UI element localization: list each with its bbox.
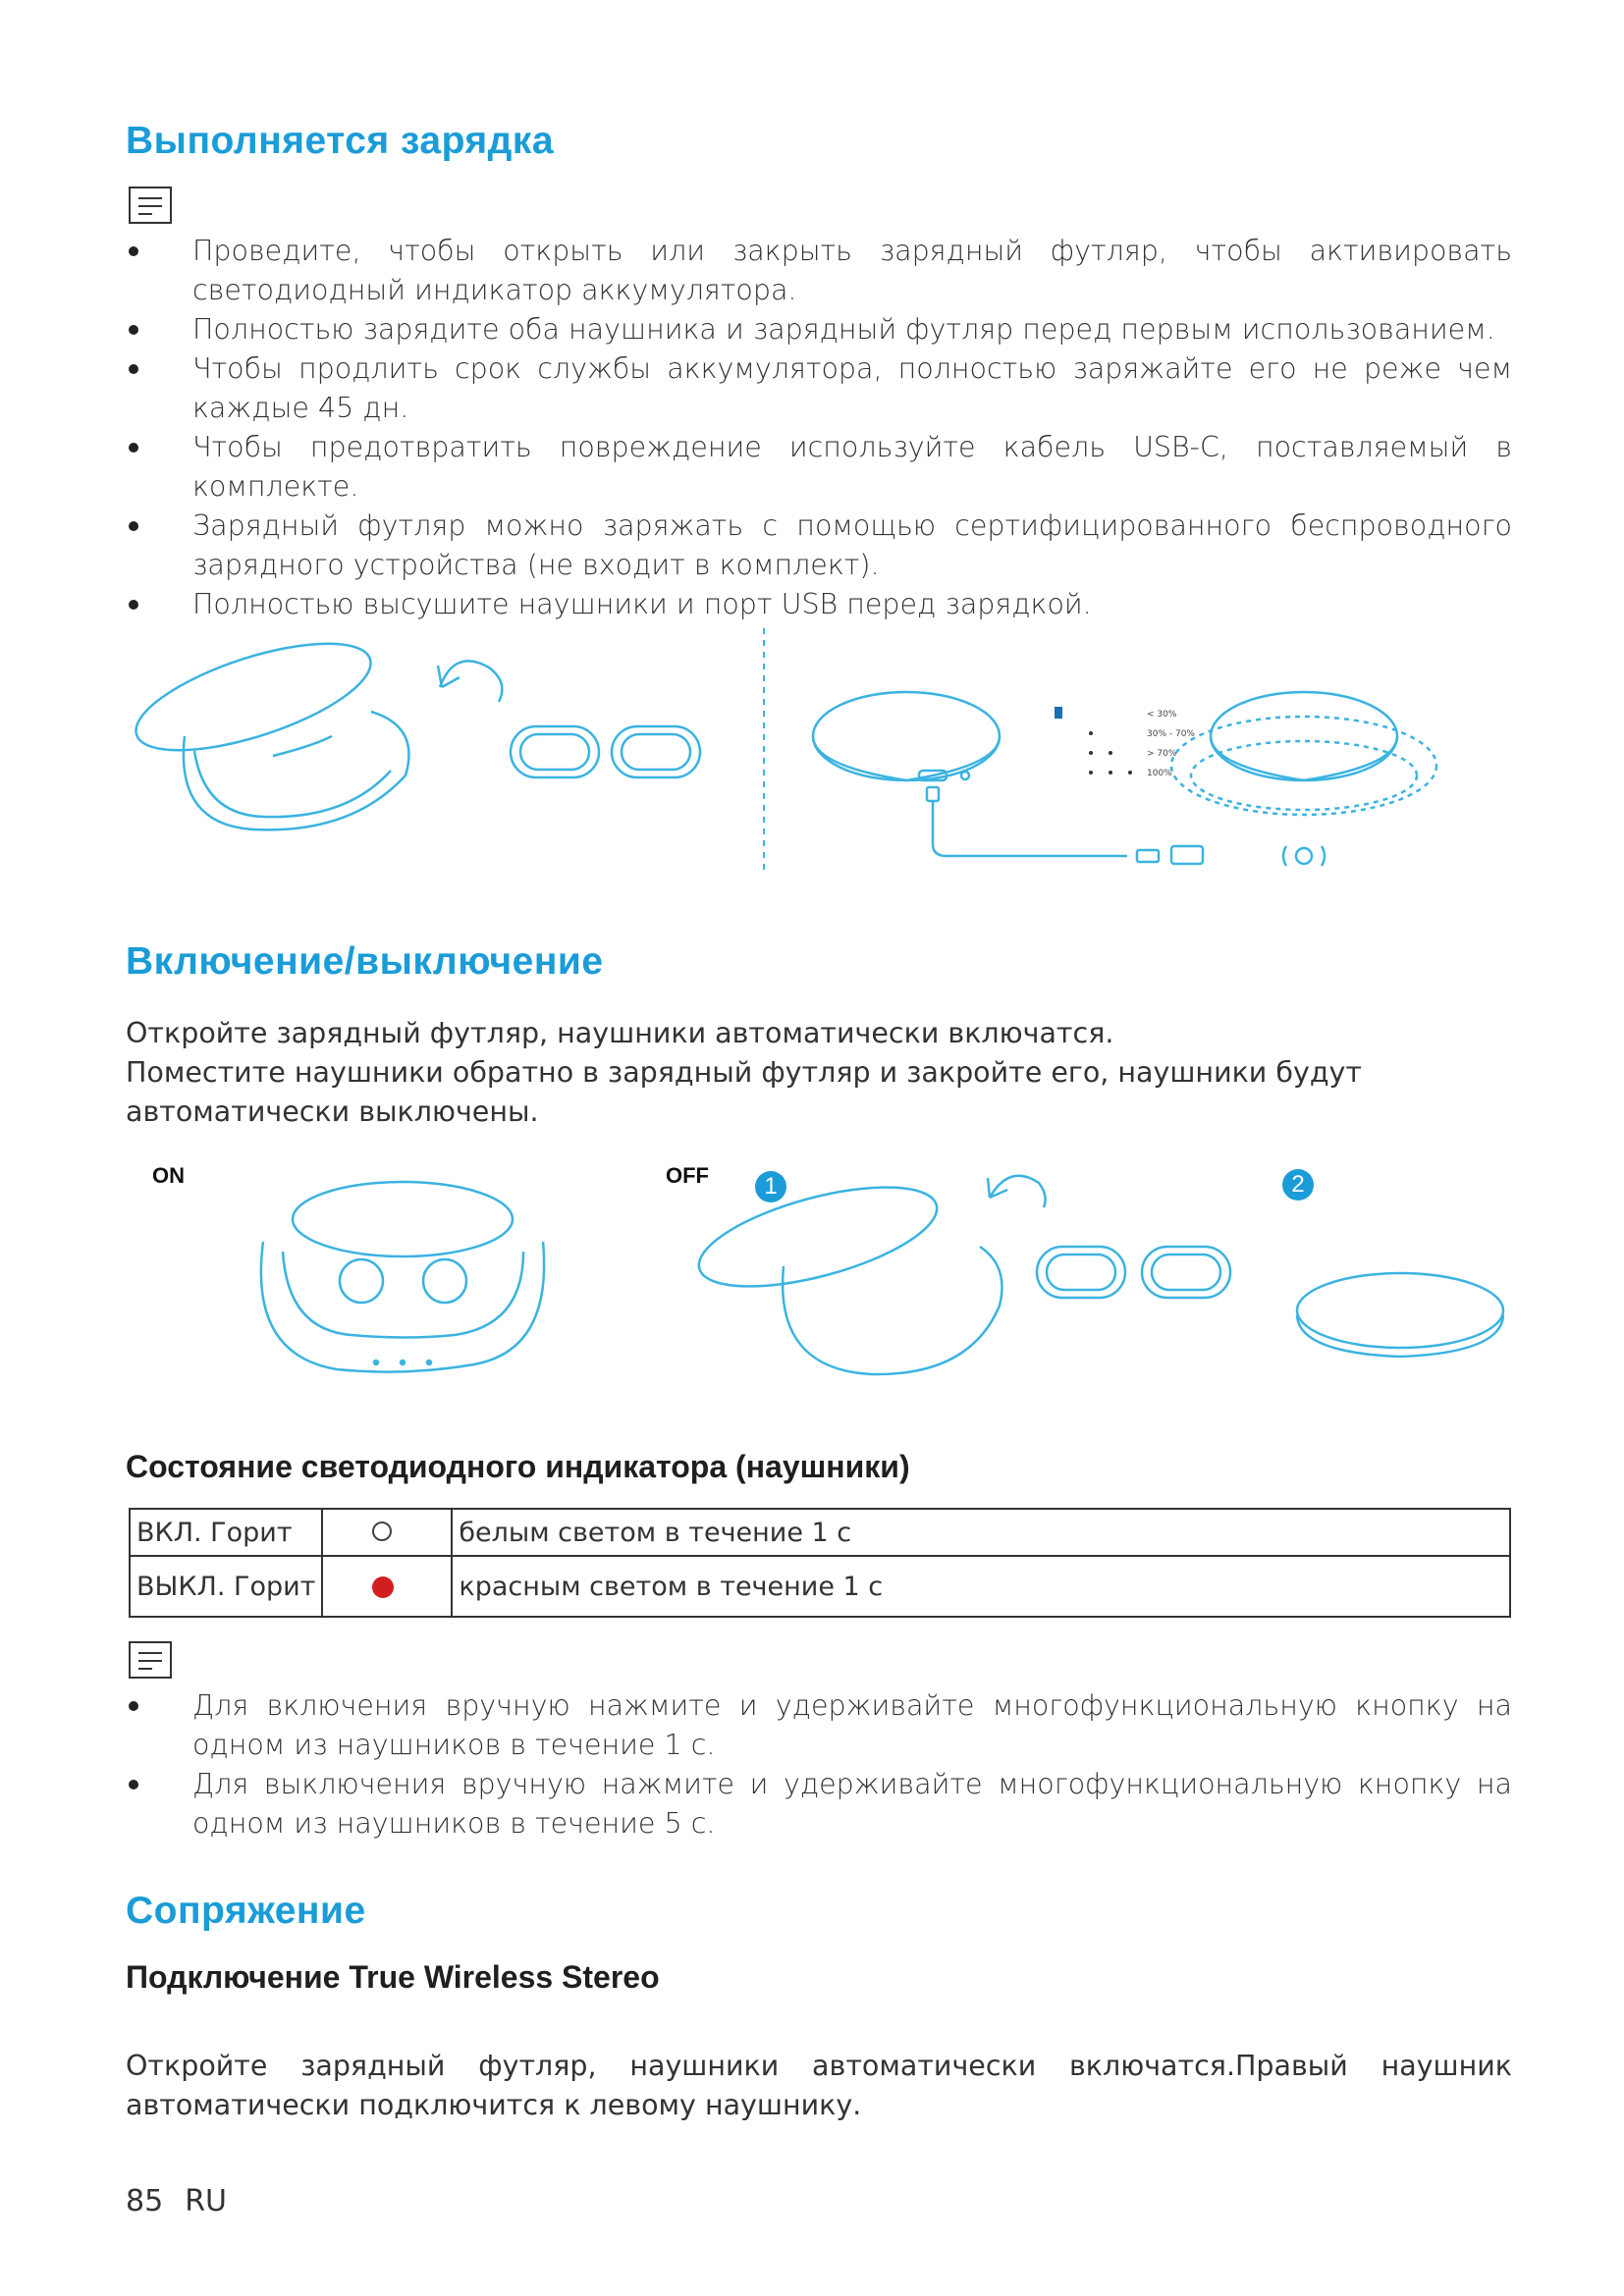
list-item: Для выключения вручную нажмите и удерживайте многофункциональную кнопку на одном из наушников в течение 5 с. — [126, 1765, 1512, 1843]
table-row — [130, 1509, 1510, 1556]
closed-case — [1297, 1273, 1503, 1348]
list-item: Чтобы предотвратить повреждение используйте кабель USB-C, поставляемый в комплекте. — [126, 428, 1512, 507]
list-item: Зарядный футляр можно заряжать с помощью сертифицированного беспроводного зарядного устройства (не входит в комплект). — [126, 507, 1512, 585]
section-title-led: Состояние светодиодного индикатора (наушники) — [126, 1449, 910, 1484]
led-color-cell — [322, 1556, 452, 1617]
power-line-2: Поместите наушники обратно в зарядный футляр и закройте его, наушники будут автоматически выключены. — [126, 1056, 1362, 1128]
list-item: Для включения вручную нажмите и удерживайте многофункциональную кнопку на одном из наушников в течение 1 с. — [126, 1686, 1512, 1765]
closed-case-wired — [813, 692, 1000, 780]
note-icon — [129, 187, 172, 224]
step-badge-2: 2 — [1282, 1169, 1314, 1201]
earbud — [340, 1259, 383, 1303]
list-item: Чтобы продлить срок службы аккумулятора, полностью заряжайте его не реже чем каждые 45 дн. — [126, 349, 1512, 428]
battery-level-4: 100% — [1147, 769, 1172, 778]
section-title-charging: Выполняется зарядка — [126, 120, 555, 162]
language-code: RU — [185, 2184, 227, 2218]
battery-level-2: 30% - 70% — [1147, 729, 1195, 739]
wireless-charge-icon — [1296, 848, 1312, 864]
off-case — [783, 1247, 1001, 1374]
power-description — [126, 1014, 1512, 1132]
open-case-body — [184, 712, 409, 829]
power-line-1: Откройте зарядный футляр, наушники автоматически включатся. — [126, 1017, 1114, 1049]
led-status-table — [129, 1508, 1511, 1618]
list-item: Проведите, чтобы открыть или закрыть зарядный футляр, чтобы активировать светодиодный индикатор аккумулятора. — [126, 232, 1512, 310]
battery-level-3: > 70% — [1147, 749, 1177, 759]
page-number: 85 — [126, 2184, 164, 2218]
led-white-indicator — [372, 1522, 392, 1541]
led-state-cell: ВЫКЛ. Горит — [130, 1556, 322, 1617]
open-arrow-icon — [440, 661, 502, 702]
led-color-cell — [322, 1509, 452, 1556]
close-arrow-icon — [990, 1176, 1046, 1207]
pairing-subtitle: Подключение True Wireless Stereo — [126, 1959, 660, 1995]
list-item: Полностью высушите наушники и порт USB перед зарядкой. — [126, 585, 1512, 624]
led-state-cell: ВКЛ. Горит — [130, 1509, 322, 1556]
open-case-lid — [125, 621, 382, 772]
list-item: Полностью зарядите оба наушника и зарядный футляр перед первым использованием. — [126, 310, 1512, 349]
section-title-power: Включение/выключение — [126, 940, 604, 983]
led-red-indicator — [372, 1576, 394, 1598]
usb-icon — [1171, 846, 1203, 864]
note-icon — [129, 1641, 172, 1679]
label-off: OFF — [666, 1163, 709, 1188]
section-title-pairing: Сопряжение — [126, 1890, 366, 1932]
power-illustration — [126, 1158, 1520, 1394]
usb-cable — [933, 800, 1127, 856]
on-case — [261, 1242, 544, 1372]
table-row — [130, 1556, 1510, 1617]
battery-level-1: < 30% — [1147, 710, 1177, 720]
earbud — [423, 1259, 466, 1303]
led-desc-cell: красным светом в течение 1 с — [452, 1556, 1510, 1617]
charging-illustration — [126, 628, 1520, 883]
pairing-text: Откройте зарядный футляр, наушники автоматически включатся.Правый наушник автоматически подключится к левому наушнику. — [126, 2050, 1512, 2121]
step-badge-1: 1 — [755, 1171, 786, 1202]
closed-case-wireless — [1211, 692, 1397, 780]
off-case-lid — [689, 1167, 947, 1307]
led-desc-cell: белым светом в течение 1 с — [452, 1509, 1510, 1556]
led-notes-list — [126, 1686, 1512, 1843]
label-on: ON — [152, 1163, 185, 1188]
on-case-lid — [293, 1182, 513, 1256]
page-footer — [126, 2184, 248, 2218]
charging-notes-list — [126, 232, 1512, 624]
